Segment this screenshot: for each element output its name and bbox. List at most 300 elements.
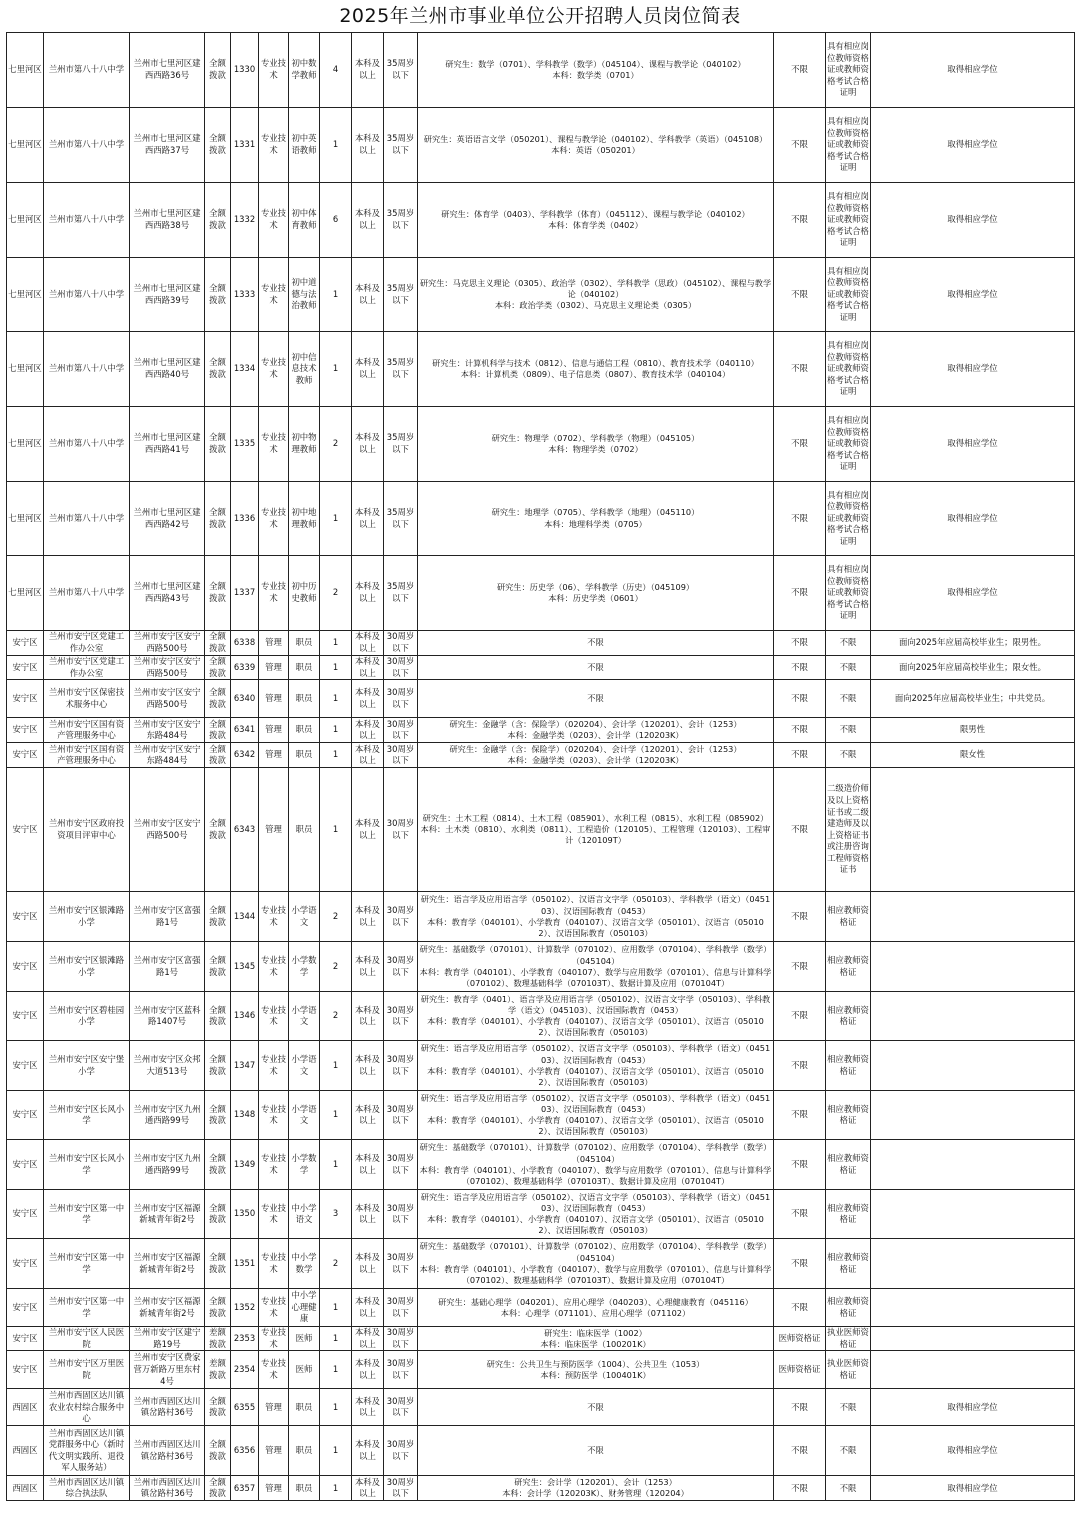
unit-name-cell: 兰州市第八十八中学: [44, 407, 130, 482]
education-cell: 本科及以上: [352, 1140, 384, 1190]
remarks-cell: [871, 1091, 1075, 1140]
position-type-cell: 管理: [259, 1389, 289, 1426]
table-row: [7, 1327, 1075, 1351]
position-code-cell: 1331: [231, 108, 259, 183]
position-type-cell: 专业技术: [259, 183, 289, 258]
position-name-cell: 小学语文: [289, 1041, 320, 1091]
qualification-cell: 不限: [774, 718, 826, 743]
position-code-cell: 1333: [231, 258, 259, 332]
unit-name-cell: 兰州市安宁区万里医院: [44, 1351, 130, 1389]
remarks-cell: [871, 1041, 1075, 1091]
certificate-cell: 具有相应岗位教师资格证或教师资格考试合格证明: [826, 332, 871, 407]
table-row: [7, 892, 1075, 942]
district-cell: 安宁区: [7, 1091, 44, 1140]
qualification-cell: 不限: [774, 768, 826, 892]
remarks-cell: 限男性: [871, 718, 1075, 743]
qualification-cell: 不限: [774, 1239, 826, 1289]
major-cell: 研究生：语言学及应用语言学（050102）、汉语言文字学（050103）、学科教学（语文）（045103）、汉语国际教育（0453） 本科：教育学（040101）、小学教育（040107）、汉语言文学（050101）、汉语言（050102）、汉语国际教育（050103）: [418, 1041, 774, 1091]
position-type-cell: 专业技术: [259, 892, 289, 942]
position-type-cell: 专业技术: [259, 1327, 289, 1351]
position-type-cell: 专业技术: [259, 482, 289, 556]
certificate-cell: 相应教师资格证: [826, 1091, 871, 1140]
district-cell: 七里河区: [7, 556, 44, 631]
age-cell: 30周岁以下: [384, 656, 418, 680]
position-code-cell: 1350: [231, 1190, 259, 1239]
major-cell: 不限: [418, 656, 774, 680]
address-cell: 兰州市安宁区九州通西路99号: [130, 1091, 205, 1140]
table-row: [7, 482, 1075, 556]
major-cell: 研究生：历史学（06）、学科教学（历史）（045109） 本科：历史学类（0601）: [418, 556, 774, 631]
qualification-cell: 不限: [774, 942, 826, 992]
education-cell: 本科及以上: [352, 1289, 384, 1327]
position-name-cell: 初中数学教师: [289, 33, 320, 108]
position-code-cell: 6341: [231, 718, 259, 743]
certificate-cell: 具有相应岗位教师资格证或教师资格考试合格证明: [826, 108, 871, 183]
remarks-cell: 取得相应学位: [871, 33, 1075, 108]
major-cell: 研究生：物理学（0702）、学科教学（物理）（045105） 本科：物理学类（0702）: [418, 407, 774, 482]
unit-name-cell: 兰州市安宁区第一中学: [44, 1190, 130, 1239]
certificate-cell: 执业医师资格证: [826, 1351, 871, 1389]
unit-name-cell: 兰州市第八十八中学: [44, 258, 130, 332]
certificate-cell: 不限: [826, 656, 871, 680]
certificate-cell: 不限: [826, 743, 871, 768]
remarks-cell: 取得相应学位: [871, 1389, 1075, 1426]
position-code-cell: 1351: [231, 1239, 259, 1289]
qualification-cell: 不限: [774, 656, 826, 680]
table-row: [7, 1140, 1075, 1190]
position-name-cell: 初中英语教师: [289, 108, 320, 183]
remarks-cell: [871, 1327, 1075, 1351]
qualification-cell: 医师资格证: [774, 1351, 826, 1389]
headcount-cell: 1: [320, 631, 352, 656]
position-name-cell: 职员: [289, 1476, 320, 1501]
education-cell: 本科及以上: [352, 332, 384, 407]
remarks-cell: [871, 768, 1075, 892]
major-cell: 研究生：体育学（0403）、学科教学（体育）（045112）、课程与教学论（040102） 本科：体育学类（0402）: [418, 183, 774, 258]
district-cell: 西固区: [7, 1389, 44, 1426]
position-name-cell: 职员: [289, 718, 320, 743]
position-name-cell: 小学数学: [289, 942, 320, 992]
headcount-cell: 2: [320, 1239, 352, 1289]
table-row: [7, 183, 1075, 258]
major-cell: 研究生：土木工程（0814）、土木工程（085901）、水利工程（0815）、水利工程（085902） 本科：土木类（0810）、水利类（0811）、工程造价（120105）、工程管理（120103）、工程审计（120109T）: [418, 768, 774, 892]
funding-cell: 全额拨款: [205, 1389, 231, 1426]
headcount-cell: 1: [320, 108, 352, 183]
major-cell: 不限: [418, 680, 774, 718]
certificate-cell: 相应教师资格证: [826, 892, 871, 942]
age-cell: 30周岁以下: [384, 743, 418, 768]
position-type-cell: 管理: [259, 718, 289, 743]
age-cell: 35周岁以下: [384, 407, 418, 482]
age-cell: 35周岁以下: [384, 332, 418, 407]
education-cell: 本科及以上: [352, 631, 384, 656]
address-cell: 兰州市安宁区安宁西路500号: [130, 768, 205, 892]
certificate-cell: 不限: [826, 631, 871, 656]
district-cell: 七里河区: [7, 183, 44, 258]
district-cell: 安宁区: [7, 1190, 44, 1239]
unit-name-cell: 兰州市第八十八中学: [44, 108, 130, 183]
education-cell: 本科及以上: [352, 892, 384, 942]
position-name-cell: 医师: [289, 1351, 320, 1389]
position-name-cell: 小学数学: [289, 1140, 320, 1190]
major-cell: 研究生：基础数学（070101）、计算数学（070102）、应用数学（070104）、学科教学（数学）（045104） 本科：教育学（040101）、小学教育（040107）、数学与应用数学（070101）、信息与计算科学（070102）、数理基础科学（070103T）、数据计算及应用（070104T）: [418, 1239, 774, 1289]
remarks-cell: 取得相应学位: [871, 1476, 1075, 1501]
position-name-cell: 初中物理教师: [289, 407, 320, 482]
age-cell: 35周岁以下: [384, 33, 418, 108]
major-cell: 研究生：基础数学（070101）、计算数学（070102）、应用数学（070104）、学科教学（数学）（045104） 本科：教育学（040101）、小学教育（040107）、数学与应用数学（070101）、信息与计算科学（070102）、数理基础科学（070103T）、数据计算及应用（070104T）: [418, 942, 774, 992]
major-cell: 研究生：基础心理学（040201）、应用心理学（040203）、心理健康教育（045116） 本科：心理学（071101）、应用心理学（071102）: [418, 1289, 774, 1327]
remarks-cell: [871, 1190, 1075, 1239]
position-name-cell: 职员: [289, 743, 320, 768]
certificate-cell: 不限: [826, 680, 871, 718]
qualification-cell: 不限: [774, 992, 826, 1041]
position-name-cell: 初中道德与法治教师: [289, 258, 320, 332]
qualification-cell: 不限: [774, 1389, 826, 1426]
qualification-cell: 不限: [774, 1476, 826, 1501]
education-cell: 本科及以上: [352, 768, 384, 892]
table-row: [7, 1389, 1075, 1426]
position-code-cell: 1352: [231, 1289, 259, 1327]
district-cell: 西固区: [7, 1426, 44, 1476]
address-cell: 兰州市七里河区建西西路38号: [130, 183, 205, 258]
district-cell: 安宁区: [7, 892, 44, 942]
qualification-cell: 不限: [774, 631, 826, 656]
education-cell: 本科及以上: [352, 556, 384, 631]
position-type-cell: 专业技术: [259, 1091, 289, 1140]
district-cell: 七里河区: [7, 482, 44, 556]
table-row: [7, 407, 1075, 482]
headcount-cell: 1: [320, 768, 352, 892]
major-cell: 研究生：基础数学（070101）、计算数学（070102）、应用数学（070104）、学科教学（数学）（045104） 本科：教育学（040101）、小学教育（040107）、数学与应用数学（070101）、信息与计算科学（070102）、数理基础科学（070103T）、数据计算及应用（070104T）: [418, 1140, 774, 1190]
position-name-cell: 职员: [289, 680, 320, 718]
funding-cell: 差额拨款: [205, 1327, 231, 1351]
position-type-cell: 管理: [259, 656, 289, 680]
position-code-cell: 1347: [231, 1041, 259, 1091]
position-code-cell: 1330: [231, 33, 259, 108]
table-row: [7, 1351, 1075, 1389]
headcount-cell: 2: [320, 556, 352, 631]
position-code-cell: 2354: [231, 1351, 259, 1389]
remarks-cell: 面向2025年应届高校毕业生；中共党员。: [871, 680, 1075, 718]
certificate-cell: 相应教师资格证: [826, 1289, 871, 1327]
education-cell: 本科及以上: [352, 258, 384, 332]
address-cell: 兰州市安宁区安宁东路484号: [130, 743, 205, 768]
headcount-cell: 1: [320, 1327, 352, 1351]
position-code-cell: 6340: [231, 680, 259, 718]
unit-name-cell: 兰州市第八十八中学: [44, 183, 130, 258]
position-name-cell: 职员: [289, 631, 320, 656]
remarks-cell: 面向2025年应届高校毕业生；限男性。: [871, 631, 1075, 656]
remarks-cell: 取得相应学位: [871, 332, 1075, 407]
major-cell: 研究生：临床医学（1002） 本科：临床医学（100201K）: [418, 1327, 774, 1351]
education-cell: 本科及以上: [352, 718, 384, 743]
headcount-cell: 1: [320, 1091, 352, 1140]
certificate-cell: 相应教师资格证: [826, 1041, 871, 1091]
address-cell: 兰州市七里河区建西西路43号: [130, 556, 205, 631]
qualification-cell: 不限: [774, 332, 826, 407]
funding-cell: 全额拨款: [205, 482, 231, 556]
funding-cell: 差额拨款: [205, 1351, 231, 1389]
remarks-cell: 取得相应学位: [871, 556, 1075, 631]
qualification-cell: 不限: [774, 1041, 826, 1091]
position-code-cell: 1334: [231, 332, 259, 407]
certificate-cell: 相应教师资格证: [826, 1239, 871, 1289]
major-cell: 研究生：马克思主义理论（0305）、政治学（0302）、学科教学（思政）（045102）、课程与教学论（040102） 本科：政治学类（0302）、马克思主义理论类（0305）: [418, 258, 774, 332]
headcount-cell: 4: [320, 33, 352, 108]
education-cell: 本科及以上: [352, 680, 384, 718]
address-cell: 兰州市安宁区建宁路19号: [130, 1327, 205, 1351]
age-cell: 30周岁以下: [384, 1239, 418, 1289]
table-row: [7, 768, 1075, 892]
table-row: [7, 656, 1075, 680]
unit-name-cell: 兰州市安宁区保密技术服务中心: [44, 680, 130, 718]
district-cell: 安宁区: [7, 718, 44, 743]
district-cell: 安宁区: [7, 1140, 44, 1190]
age-cell: 35周岁以下: [384, 258, 418, 332]
qualification-cell: 不限: [774, 1190, 826, 1239]
remarks-cell: [871, 1239, 1075, 1289]
certificate-cell: 相应教师资格证: [826, 1140, 871, 1190]
position-type-cell: 专业技术: [259, 556, 289, 631]
funding-cell: 全额拨款: [205, 108, 231, 183]
funding-cell: 全额拨款: [205, 1091, 231, 1140]
position-type-cell: 专业技术: [259, 1289, 289, 1327]
address-cell: 兰州市七里河区建西西路41号: [130, 407, 205, 482]
headcount-cell: 1: [320, 1389, 352, 1426]
position-type-cell: 专业技术: [259, 258, 289, 332]
unit-name-cell: 兰州市西固区达川镇党群服务中心（新时代文明实践所、退役军人服务站）: [44, 1426, 130, 1476]
certificate-cell: 具有相应岗位教师资格证或教师资格考试合格证明: [826, 183, 871, 258]
position-code-cell: 6339: [231, 656, 259, 680]
position-code-cell: 1348: [231, 1091, 259, 1140]
position-name-cell: 初中地理教师: [289, 482, 320, 556]
certificate-cell: 具有相应岗位教师资格证或教师资格考试合格证明: [826, 556, 871, 631]
district-cell: 七里河区: [7, 33, 44, 108]
age-cell: 30周岁以下: [384, 768, 418, 892]
headcount-cell: 1: [320, 332, 352, 407]
address-cell: 兰州市安宁区众邦大道513号: [130, 1041, 205, 1091]
table-row: [7, 1190, 1075, 1239]
headcount-cell: 1: [320, 1351, 352, 1389]
qualification-cell: 不限: [774, 1426, 826, 1476]
remarks-cell: 取得相应学位: [871, 407, 1075, 482]
address-cell: 兰州市安宁区蓝科路1407号: [130, 992, 205, 1041]
headcount-cell: 1: [320, 1289, 352, 1327]
unit-name-cell: 兰州市安宁区国有资产管理服务中心: [44, 718, 130, 743]
education-cell: 本科及以上: [352, 992, 384, 1041]
headcount-cell: 1: [320, 482, 352, 556]
funding-cell: 全额拨款: [205, 1476, 231, 1501]
address-cell: 兰州市安宁区安宁西路500号: [130, 680, 205, 718]
education-cell: 本科及以上: [352, 183, 384, 258]
position-type-cell: 专业技术: [259, 33, 289, 108]
position-code-cell: 6338: [231, 631, 259, 656]
qualification-cell: 不限: [774, 258, 826, 332]
major-cell: 不限: [418, 1389, 774, 1426]
funding-cell: 全额拨款: [205, 1426, 231, 1476]
table-row: [7, 108, 1075, 183]
age-cell: 30周岁以下: [384, 1476, 418, 1501]
unit-name-cell: 兰州市西固区达川镇综合执法队: [44, 1476, 130, 1501]
table-row: [7, 631, 1075, 656]
headcount-cell: 1: [320, 258, 352, 332]
major-cell: 研究生：语言学及应用语言学（050102）、汉语言文字学（050103）、学科教学（语文）（045103）、汉语国际教育（0453） 本科：教育学（040101）、小学教育（040107）、汉语言文学（050101）、汉语言（050102）、汉语国际教育（050103）: [418, 1091, 774, 1140]
unit-name-cell: 兰州市第八十八中学: [44, 556, 130, 631]
district-cell: 安宁区: [7, 1239, 44, 1289]
remarks-cell: [871, 942, 1075, 992]
remarks-cell: 面向2025年应届高校毕业生；限女性。: [871, 656, 1075, 680]
unit-name-cell: 兰州市安宁区第一中学: [44, 1289, 130, 1327]
certificate-cell: 不限: [826, 718, 871, 743]
position-name-cell: 职员: [289, 656, 320, 680]
district-cell: 七里河区: [7, 108, 44, 183]
age-cell: 30周岁以下: [384, 1190, 418, 1239]
major-cell: 不限: [418, 631, 774, 656]
headcount-cell: 1: [320, 680, 352, 718]
unit-name-cell: 兰州市安宁区长风小学: [44, 1140, 130, 1190]
certificate-cell: 相应教师资格证: [826, 1190, 871, 1239]
position-name-cell: 初中信息技术教师: [289, 332, 320, 407]
qualification-cell: 不限: [774, 407, 826, 482]
table-row: [7, 1426, 1075, 1476]
remarks-cell: [871, 992, 1075, 1041]
unit-name-cell: 兰州市第八十八中学: [44, 482, 130, 556]
unit-name-cell: 兰州市安宁区党建工作办公室: [44, 631, 130, 656]
address-cell: 兰州市西固区达川镇岔路村36号: [130, 1476, 205, 1501]
funding-cell: 全额拨款: [205, 768, 231, 892]
qualification-cell: 不限: [774, 1140, 826, 1190]
district-cell: 安宁区: [7, 656, 44, 680]
table-row: [7, 1289, 1075, 1327]
headcount-cell: 1: [320, 743, 352, 768]
unit-name-cell: 兰州市第八十八中学: [44, 332, 130, 407]
major-cell: 研究生：数学（0701）、学科教学（数学）（045104）、课程与教学论（040102） 本科：数学类（0701）: [418, 33, 774, 108]
position-type-cell: 专业技术: [259, 1041, 289, 1091]
funding-cell: 全额拨款: [205, 1289, 231, 1327]
age-cell: 30周岁以下: [384, 1426, 418, 1476]
headcount-cell: 1: [320, 718, 352, 743]
headcount-cell: 2: [320, 407, 352, 482]
age-cell: 30周岁以下: [384, 718, 418, 743]
education-cell: 本科及以上: [352, 1426, 384, 1476]
position-type-cell: 专业技术: [259, 332, 289, 407]
position-type-cell: 专业技术: [259, 1190, 289, 1239]
headcount-cell: 2: [320, 992, 352, 1041]
headcount-cell: 1: [320, 656, 352, 680]
major-cell: 研究生：地理学（0705）、学科教学（地理）（045110） 本科：地理科学类（0705）: [418, 482, 774, 556]
address-cell: 兰州市安宁区福源新城青年街2号: [130, 1289, 205, 1327]
headcount-cell: 1: [320, 1140, 352, 1190]
certificate-cell: 具有相应岗位教师资格证或教师资格考试合格证明: [826, 407, 871, 482]
qualification-cell: 不限: [774, 33, 826, 108]
remarks-cell: 取得相应学位: [871, 482, 1075, 556]
certificate-cell: 不限: [826, 1476, 871, 1501]
age-cell: 30周岁以下: [384, 892, 418, 942]
education-cell: 本科及以上: [352, 1327, 384, 1351]
district-cell: 安宁区: [7, 631, 44, 656]
address-cell: 兰州市安宁区费家营万新路万里东村4号: [130, 1351, 205, 1389]
unit-name-cell: 兰州市安宁区第一中学: [44, 1239, 130, 1289]
district-cell: 安宁区: [7, 1351, 44, 1389]
certificate-cell: 执业医师资格证: [826, 1327, 871, 1351]
qualification-cell: 医师资格证: [774, 1327, 826, 1351]
district-cell: 安宁区: [7, 1289, 44, 1327]
unit-name-cell: 兰州市第八十八中学: [44, 33, 130, 108]
age-cell: 30周岁以下: [384, 1327, 418, 1351]
district-cell: 七里河区: [7, 407, 44, 482]
position-name-cell: 职员: [289, 768, 320, 892]
unit-name-cell: 兰州市安宁区政府投资项目评审中心: [44, 768, 130, 892]
unit-name-cell: 兰州市安宁区安宁堡小学: [44, 1041, 130, 1091]
table-row: [7, 556, 1075, 631]
position-code-cell: 1336: [231, 482, 259, 556]
remarks-cell: [871, 1351, 1075, 1389]
remarks-cell: 限女性: [871, 743, 1075, 768]
funding-cell: 全额拨款: [205, 1190, 231, 1239]
district-cell: 安宁区: [7, 680, 44, 718]
qualification-cell: 不限: [774, 1091, 826, 1140]
position-name-cell: 职员: [289, 1426, 320, 1476]
education-cell: 本科及以上: [352, 1351, 384, 1389]
position-name-cell: 中小学心理健康: [289, 1289, 320, 1327]
position-name-cell: 小学语文: [289, 892, 320, 942]
table-row: [7, 1476, 1075, 1501]
certificate-cell: 具有相应岗位教师资格证或教师资格考试合格证明: [826, 33, 871, 108]
position-code-cell: 2353: [231, 1327, 259, 1351]
district-cell: 安宁区: [7, 743, 44, 768]
table-row: [7, 942, 1075, 992]
funding-cell: 全额拨款: [205, 892, 231, 942]
certificate-cell: 不限: [826, 1389, 871, 1426]
education-cell: 本科及以上: [352, 33, 384, 108]
table-row: [7, 258, 1075, 332]
address-cell: 兰州市安宁区安宁西路500号: [130, 631, 205, 656]
funding-cell: 全额拨款: [205, 33, 231, 108]
education-cell: 本科及以上: [352, 482, 384, 556]
position-type-cell: 管理: [259, 768, 289, 892]
position-name-cell: 初中历史教师: [289, 556, 320, 631]
age-cell: 30周岁以下: [384, 1091, 418, 1140]
major-cell: 研究生：语言学及应用语言学（050102）、汉语言文字学（050103）、学科教学（语文）（045103）、汉语国际教育（0453） 本科：教育学（040101）、小学教育（040107）、汉语言文学（050101）、汉语言（050102）、汉语国际教育（050103）: [418, 892, 774, 942]
funding-cell: 全额拨款: [205, 332, 231, 407]
address-cell: 兰州市西固区达川镇岔路村36号: [130, 1389, 205, 1426]
position-code-cell: 6356: [231, 1426, 259, 1476]
age-cell: 30周岁以下: [384, 1041, 418, 1091]
education-cell: 本科及以上: [352, 743, 384, 768]
headcount-cell: 2: [320, 942, 352, 992]
position-code-cell: 6343: [231, 768, 259, 892]
certificate-cell: 不限: [826, 1426, 871, 1476]
certificate-cell: 相应教师资格证: [826, 942, 871, 992]
remarks-cell: [871, 892, 1075, 942]
unit-name-cell: 兰州市安宁区国有资产管理服务中心: [44, 743, 130, 768]
page-title: 2025年兰州市事业单位公开招聘人员岗位简表: [339, 5, 741, 27]
position-type-cell: 专业技术: [259, 942, 289, 992]
address-cell: 兰州市安宁区安宁东路484号: [130, 718, 205, 743]
unit-name-cell: 兰州市安宁区银滩路小学: [44, 942, 130, 992]
age-cell: 30周岁以下: [384, 631, 418, 656]
age-cell: 35周岁以下: [384, 183, 418, 258]
unit-name-cell: 兰州市安宁区人民医院: [44, 1327, 130, 1351]
major-cell: 研究生：计算机科学与技术（0812）、信息与通信工程（0810）、教育技术学（040110） 本科：计算机类（0809）、电子信息类（0807）、教育技术学（040104）: [418, 332, 774, 407]
funding-cell: 全额拨款: [205, 680, 231, 718]
age-cell: 35周岁以下: [384, 108, 418, 183]
address-cell: 兰州市安宁区福源新城青年街2号: [130, 1239, 205, 1289]
headcount-cell: 1: [320, 1426, 352, 1476]
qualification-cell: 不限: [774, 743, 826, 768]
district-cell: 安宁区: [7, 1327, 44, 1351]
funding-cell: 全额拨款: [205, 1041, 231, 1091]
